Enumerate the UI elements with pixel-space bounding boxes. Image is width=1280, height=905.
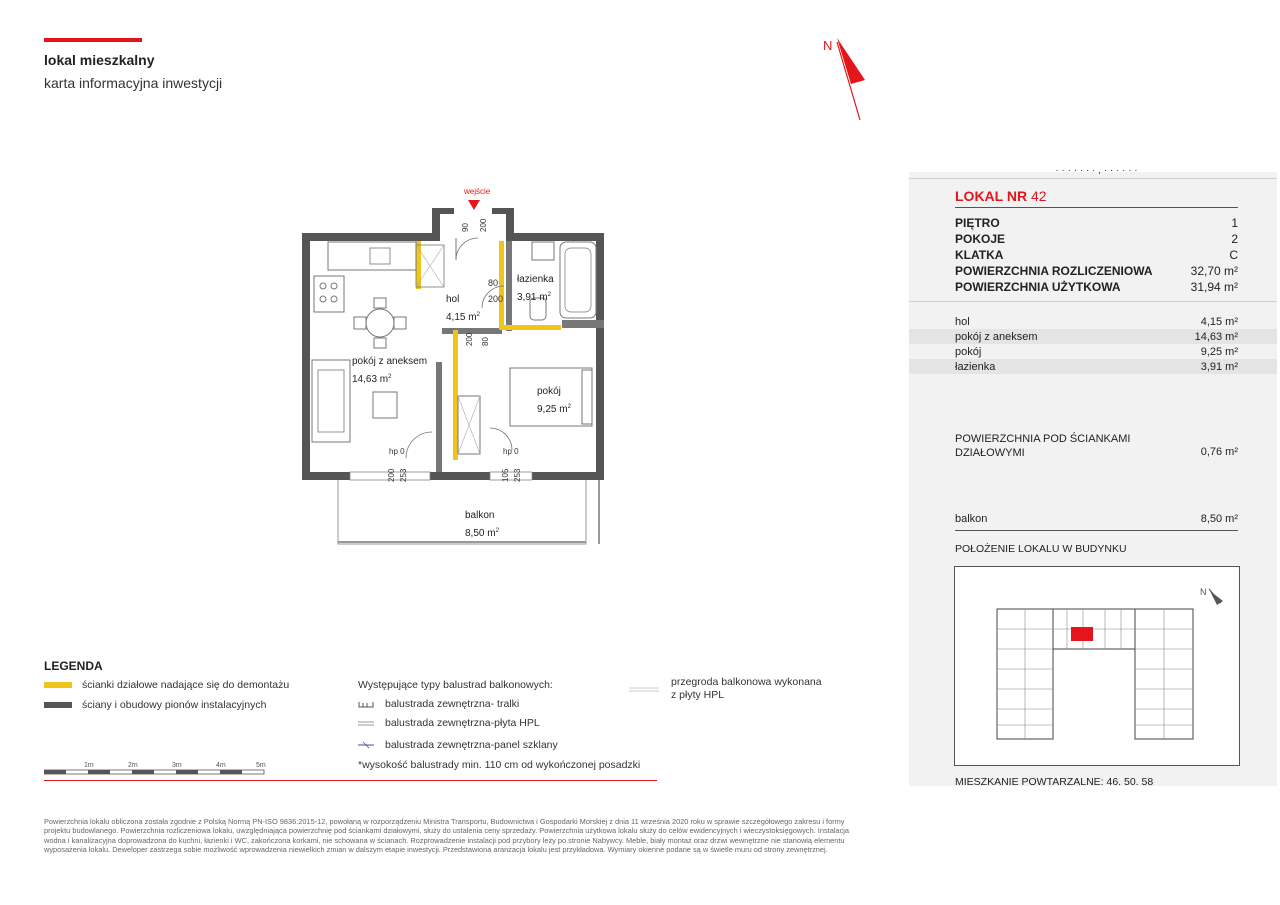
room-lazienka-area: 3,91 $m^2$ — [517, 292, 551, 303]
footer-disclaimer: Powierzchnia lokalu obliczona została zgodnie z Polską Normą PN-ISO 9836:2015-12, powołaną w rozporządzeniu Ministra Transportu, Budownictwa i Gospodarki Morskiej z dnia 11 września 2020 roku w sprawie szczegółowego zakresu i formy projektu budowlanego. Powierzchnia rozliczeniowa lokalu, uwzględniająca powierzchnię pod ściankami działowymi, służy do ustalenia ceny sprzedaży. Powierzchnia użytkowa lokalu służy do celów ewidencyjnych i wieczystoksięgowych. Instalacja wodna i kanalizacyjna doprowadzona do kuchni, łazienki i WC, zakończona korkami, nie schowana w ścianach. Rozprowadzenie instalacji pod przybory leży po stronie Nabywcy. Meble, biały montaż oraz drzwi wewnętrzne nie stanowią elementu wyposażenia lokalu. Deweloper zastrzega sobie możliwość wprowadzenia niewielkich zmian w dalszym etapie inwestycji. Przedstawiona aranżacja lokalu jest przykładowa. Wymiary okienne podane są w świetle muru od strony zewnętrznej. — [44, 817, 850, 855]
przegroda-line1: przegroda balkonowa wykonana — [671, 676, 822, 688]
building-location-map — [954, 566, 1240, 766]
panel-cut-text: · · · · · · · , · · · · · · — [1055, 166, 1138, 176]
wall-east — [596, 233, 604, 479]
lokal-underline — [955, 207, 1238, 208]
dim-hp1-a: 200 — [387, 468, 396, 482]
dim-hp2-b: 253 — [513, 468, 522, 482]
apartment-marker — [1071, 627, 1093, 641]
balus-hpl-icon — [358, 719, 374, 727]
wall-west — [302, 233, 310, 479]
room-pokoj-aneks-name: pokój z aneksem — [352, 356, 428, 367]
balus-tralki-icon — [358, 700, 374, 708]
wall-north-left — [302, 233, 440, 241]
partition-label-1: POWIERZCHNIA POD ŚCIANKAMI — [955, 433, 1131, 445]
balus-note: *wysokość balustrady min. 110 cm od wykończonej posadzki — [358, 759, 641, 771]
minimap-north-letter: N — [1200, 587, 1207, 597]
scale-tick-4: 4m — [216, 762, 226, 769]
compass-north-letter: N — [823, 38, 833, 53]
partition-value: 0,76 m² — [1200, 446, 1238, 458]
room-row-hol: hol 4,15 m² — [955, 316, 1238, 328]
dim-hp2: hp 0 — [503, 447, 519, 456]
legend-title: LEGENDA — [44, 659, 103, 673]
partition-label-2: DZIAŁOWYMI — [955, 447, 1025, 459]
lokal-number: LOKAL NR 42 — [955, 188, 1047, 204]
scale-tick-3: 3m — [172, 762, 182, 769]
scale-bar — [44, 760, 274, 780]
dim-bath-a: 80 — [488, 278, 499, 288]
balus-item-hpl: balustrada zewnętrzna-płyta HPL — [385, 717, 540, 729]
balus-glass-icon — [358, 741, 374, 749]
room-pokoj-aneks-area: 14,63 $m^2$ — [352, 374, 392, 385]
balus-item-tralki: balustrada zewnętrzna- tralki — [385, 698, 520, 710]
repeat-apartments: MIESZKANIE POWTARZALNE: 46. 50. 58 — [955, 776, 1154, 788]
room-hol-name: hol — [446, 294, 460, 305]
przegroda-line2: z płyty HPL — [671, 689, 725, 701]
row-klatka: KLATKA C — [955, 248, 1238, 262]
room-row-pokoj: pokój 9,25 m² — [955, 346, 1238, 358]
room-hol-area: 4,15 $m^2$ — [446, 312, 480, 323]
dim-hp1-b: 253 — [399, 468, 408, 482]
balkon-row: balkon 8,50 m² — [955, 513, 1238, 525]
legend-yellow-swatch — [44, 682, 72, 688]
room-row-lazienka: łazienka 3,91 m² — [955, 361, 1238, 373]
room-pokoj-name: pokój — [537, 386, 561, 397]
floor-plan — [296, 180, 616, 550]
scale-tick-1: 1m — [84, 762, 94, 769]
compass-north-icon — [815, 32, 875, 124]
dim-entry-right: 200 — [479, 218, 488, 232]
entrance-arrow-icon — [468, 200, 480, 210]
room-lazienka-name: łazienka — [517, 274, 554, 285]
wall-north-right — [506, 233, 604, 241]
dim-hp1: hp 0 — [389, 447, 405, 456]
dim-bath-b: 200 — [488, 294, 504, 304]
dim-hp2-a: 105 — [501, 468, 510, 482]
legend-item-partitions: ścianki działowe nadające się do demontażu — [82, 679, 290, 691]
page-subtitle: karta informacyjna inwestycji — [44, 75, 223, 91]
legend-item-walls: ściany i obudowy pionów instalacyjnych — [82, 699, 267, 711]
row-pokoje: POKOJE 2 — [955, 232, 1238, 246]
dim-room-b: 80 — [481, 337, 490, 346]
wall-south — [302, 472, 604, 480]
balcony-outline — [338, 478, 586, 544]
row-pietro: PIĘTRO 1 — [955, 216, 1238, 230]
legend-dark-swatch — [44, 702, 72, 708]
balus-item-glass: balustrada zewnętrzna-panel szklany — [385, 739, 558, 751]
dim-entry-left: 90 — [461, 223, 470, 232]
przegroda-icon — [629, 686, 659, 694]
room-balkon-name: balkon — [465, 510, 495, 521]
balus-title: Występujące typy balustrad balkonowych: — [358, 679, 553, 691]
room-row-aneks: pokój z aneksem 14,63 m² — [955, 331, 1238, 343]
room-pokoj-area: 9,25 $m^2$ — [537, 404, 571, 415]
row-pow-uzytkowa: POWIERZCHNIA UŻYTKOWA 31,94 m² — [955, 280, 1238, 294]
legend-divider — [44, 780, 657, 781]
scale-tick-5: 5m — [256, 762, 266, 769]
page-title: lokal mieszkalny — [44, 52, 155, 68]
brand-bar — [44, 38, 142, 42]
location-title: POŁOŻENIE LOKALU W BUDYNKU — [955, 543, 1127, 555]
dim-room-a: 200 — [465, 332, 474, 346]
entrance-label: wejście — [464, 187, 491, 196]
minimap-north-icon — [1200, 587, 1223, 605]
row-pow-rozliczeniowa: POWIERZCHNIA ROZLICZENIOWA 32,70 m² — [955, 264, 1238, 278]
room-balkon-area: 8,50 $m^2$ — [465, 528, 499, 539]
scale-tick-2: 2m — [128, 762, 138, 769]
